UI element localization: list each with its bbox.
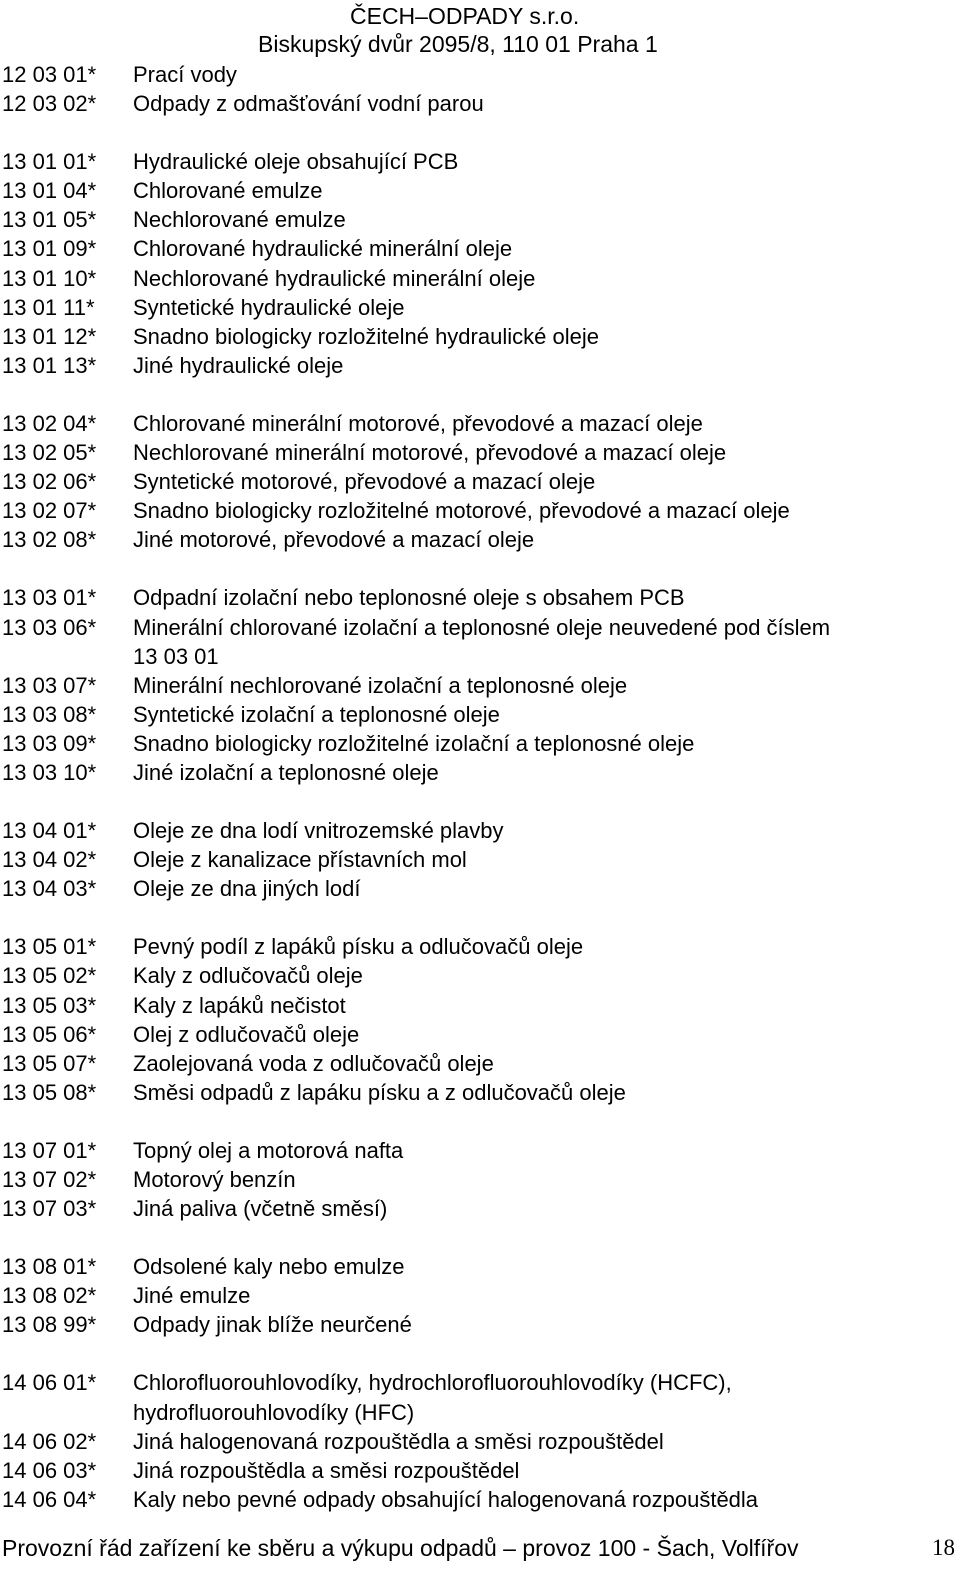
table-row (0, 1456, 960, 1485)
waste-code-list (0, 60, 960, 1543)
table-row (0, 583, 960, 612)
waste-group (0, 583, 960, 787)
waste-code: 13 08 01* (2, 1254, 97, 1280)
waste-code: 13 03 01* (2, 585, 97, 611)
table-row (0, 409, 960, 438)
waste-code: 13 02 08* (2, 527, 97, 553)
waste-code: 13 03 08* (2, 701, 97, 727)
waste-description: Snadno biologicky rozložitelné hydraulické oleje (133, 323, 599, 349)
waste-code: 13 01 01* (2, 149, 97, 175)
waste-group (0, 932, 960, 1107)
waste-group (0, 147, 960, 380)
table-row (0, 1078, 960, 1107)
table-row (0, 1368, 960, 1397)
waste-group (0, 1368, 960, 1513)
table-row (0, 1136, 960, 1165)
waste-group (0, 816, 960, 903)
waste-code: 12 03 01* (2, 62, 97, 87)
waste-description: Snadno biologicky rozložitelné izolační a teplonosné oleje (133, 730, 695, 756)
table-row (0, 1310, 960, 1339)
waste-code: 13 07 03* (2, 1196, 97, 1222)
table-row (0, 729, 960, 758)
table-row (0, 293, 960, 322)
waste-description: Kaly z odlučovačů oleje (133, 963, 363, 989)
table-row (0, 1398, 960, 1427)
waste-code: 14 06 03* (2, 1457, 97, 1483)
waste-description: Nechlorované emulze (133, 207, 346, 233)
waste-code: 13 04 03* (2, 876, 97, 902)
waste-description: Syntetické motorové, převodové a mazací oleje (133, 469, 596, 495)
waste-description: Syntetické izolační a teplonosné oleje (133, 701, 500, 727)
table-row (0, 1165, 960, 1194)
table-row (0, 700, 960, 729)
table-row (0, 991, 960, 1020)
waste-description: Oleje z kanalizace přístavních mol (133, 847, 467, 873)
waste-description: Nechlorované hydraulické minerální oleje (133, 265, 536, 291)
waste-group (0, 409, 960, 554)
waste-code: 13 01 09* (2, 236, 97, 262)
waste-description: Syntetické hydraulické oleje (133, 294, 405, 320)
waste-code: 13 05 03* (2, 992, 97, 1018)
waste-description: Zaolejovaná voda z odlučovačů oleje (133, 1050, 494, 1076)
waste-description: Odpady jinak blíže neurčené (133, 1312, 412, 1338)
table-row (0, 1194, 960, 1223)
table-row (0, 671, 960, 700)
table-row (0, 642, 960, 671)
waste-code: 13 01 11* (2, 294, 95, 320)
waste-code (0, 1398, 133, 1427)
page-footer (2, 1532, 957, 1564)
waste-code: 13 02 06* (2, 469, 97, 495)
waste-group (0, 60, 960, 118)
waste-description: Prací vody (133, 62, 237, 87)
page-header (0, 0, 960, 62)
waste-description: Olej z odlučovačů oleje (133, 1021, 360, 1047)
waste-code: 13 01 13* (2, 352, 97, 378)
waste-code: 13 03 06* (2, 614, 97, 640)
waste-description: Jiné motorové, převodové a mazací oleje (133, 527, 535, 553)
waste-description: Oleje ze dna lodí vnitrozemské plavby (133, 818, 504, 844)
table-row (0, 438, 960, 467)
waste-code: 12 03 02* (2, 91, 97, 117)
waste-code: 13 05 02* (2, 963, 97, 989)
table-row (0, 147, 960, 176)
table-row (0, 525, 960, 554)
table-row (0, 816, 960, 845)
table-row (0, 467, 960, 496)
waste-description: Jiné hydraulické oleje (133, 352, 344, 378)
waste-code: 13 02 04* (2, 410, 97, 436)
waste-description: 13 03 01 (133, 643, 219, 669)
waste-description: Jiná rozpouštědla a směsi rozpouštědel (133, 1457, 520, 1483)
waste-description: Kaly z lapáků nečistot (133, 992, 346, 1018)
table-row (0, 60, 960, 89)
table-row (0, 874, 960, 903)
table-row (0, 322, 960, 351)
table-row (0, 1020, 960, 1049)
footer-title: Provozní řád zařízení ke sběru a výkupu odpadů – provoz 100 - Šach, Volfířov (2, 1535, 799, 1561)
waste-code: 13 03 10* (2, 759, 97, 785)
table-row (0, 758, 960, 787)
waste-description: Jiná paliva (včetně směsí) (133, 1196, 388, 1222)
table-row (0, 1485, 960, 1514)
table-row (0, 1281, 960, 1310)
waste-description: Jiné emulze (133, 1283, 251, 1309)
waste-description: Odpadní izolační nebo teplonosné oleje s obsahem PCB (133, 585, 685, 611)
waste-description: Nechlorované minerální motorové, převodové a mazací oleje (133, 440, 727, 466)
table-row (0, 205, 960, 234)
waste-code: 13 04 01* (2, 818, 97, 844)
waste-code: 13 05 06* (2, 1021, 97, 1047)
table-row (0, 1427, 960, 1456)
waste-code: 13 01 12* (2, 323, 97, 349)
waste-code: 13 08 02* (2, 1283, 97, 1309)
waste-code: 13 07 01* (2, 1137, 97, 1163)
table-row (0, 1049, 960, 1078)
company-address: Biskupský dvůr 2095/8, 110 01 Praha 1 (258, 31, 658, 57)
company-name: ČECH–ODPADY s.r.o. (350, 3, 580, 29)
table-row (0, 961, 960, 990)
waste-description: Minerální nechlorované izolační a teplonosné oleje (133, 672, 628, 698)
waste-description: Jiné izolační a teplonosné oleje (133, 759, 439, 785)
waste-code: 13 03 07* (2, 672, 97, 698)
waste-description: Chlorované minerální motorové, převodové a mazací oleje (133, 410, 703, 436)
waste-description: Pevný podíl z lapáků písku a odlučovačů oleje (133, 934, 584, 960)
waste-code: 13 03 09* (2, 730, 97, 756)
waste-code: 14 06 01* (2, 1370, 97, 1396)
waste-group (0, 1136, 960, 1223)
waste-code: 13 08 99* (2, 1312, 97, 1338)
waste-description: Chlorované hydraulické minerální oleje (133, 236, 513, 262)
waste-description: Topný olej a motorová nafta (133, 1137, 404, 1163)
waste-code: 14 06 04* (2, 1486, 97, 1512)
waste-code (0, 642, 133, 671)
page-number: 18 (932, 1535, 955, 1560)
table-row (0, 234, 960, 263)
waste-description: Chlorofluorouhlovodíky, hydrochlorofluorouhlovodíky (HCFC), (133, 1370, 732, 1396)
waste-code: 13 05 08* (2, 1079, 97, 1105)
table-row (0, 496, 960, 525)
table-row (0, 1252, 960, 1281)
waste-code: 13 07 02* (2, 1167, 97, 1192)
table-row (0, 932, 960, 961)
table-row (0, 845, 960, 874)
table-row (0, 264, 960, 293)
waste-code: 13 04 02* (2, 847, 97, 873)
waste-code: 13 01 10* (2, 265, 97, 291)
waste-description: Odpady z odmašťování vodní parou (133, 91, 484, 117)
waste-description: Snadno biologicky rozložitelné motorové, převodové a mazací oleje (133, 498, 790, 524)
table-row (0, 351, 960, 380)
waste-description: Chlorované emulze (133, 178, 323, 204)
waste-group (0, 1252, 960, 1339)
waste-code: 14 06 02* (2, 1428, 97, 1454)
waste-description: Kaly nebo pevné odpady obsahující halogenovaná rozpouštědla (133, 1486, 759, 1512)
table-row (0, 613, 960, 642)
waste-code: 13 01 05* (2, 207, 97, 233)
waste-description: Směsi odpadů z lapáku písku a z odlučovačů oleje (133, 1079, 626, 1105)
waste-code: 13 05 01* (2, 934, 97, 960)
waste-description: Motorový benzín (133, 1167, 296, 1192)
table-row (0, 176, 960, 205)
waste-description: Jiná halogenovaná rozpouštědla a směsi rozpouštědel (133, 1428, 664, 1454)
waste-code: 13 02 05* (2, 440, 97, 466)
waste-description: Odsolené kaly nebo emulze (133, 1254, 405, 1280)
waste-code: 13 05 07* (2, 1050, 97, 1076)
waste-code: 13 01 04* (2, 178, 97, 204)
table-row (0, 89, 960, 118)
waste-description: hydrofluorouhlovodíky (HFC) (133, 1399, 415, 1425)
waste-code: 13 02 07* (2, 498, 97, 524)
waste-description: Minerální chlorované izolační a teplonosné oleje neuvedené pod číslem (133, 614, 831, 640)
waste-description: Hydraulické oleje obsahující PCB (133, 149, 459, 175)
waste-description: Oleje ze dna jiných lodí (133, 876, 361, 902)
